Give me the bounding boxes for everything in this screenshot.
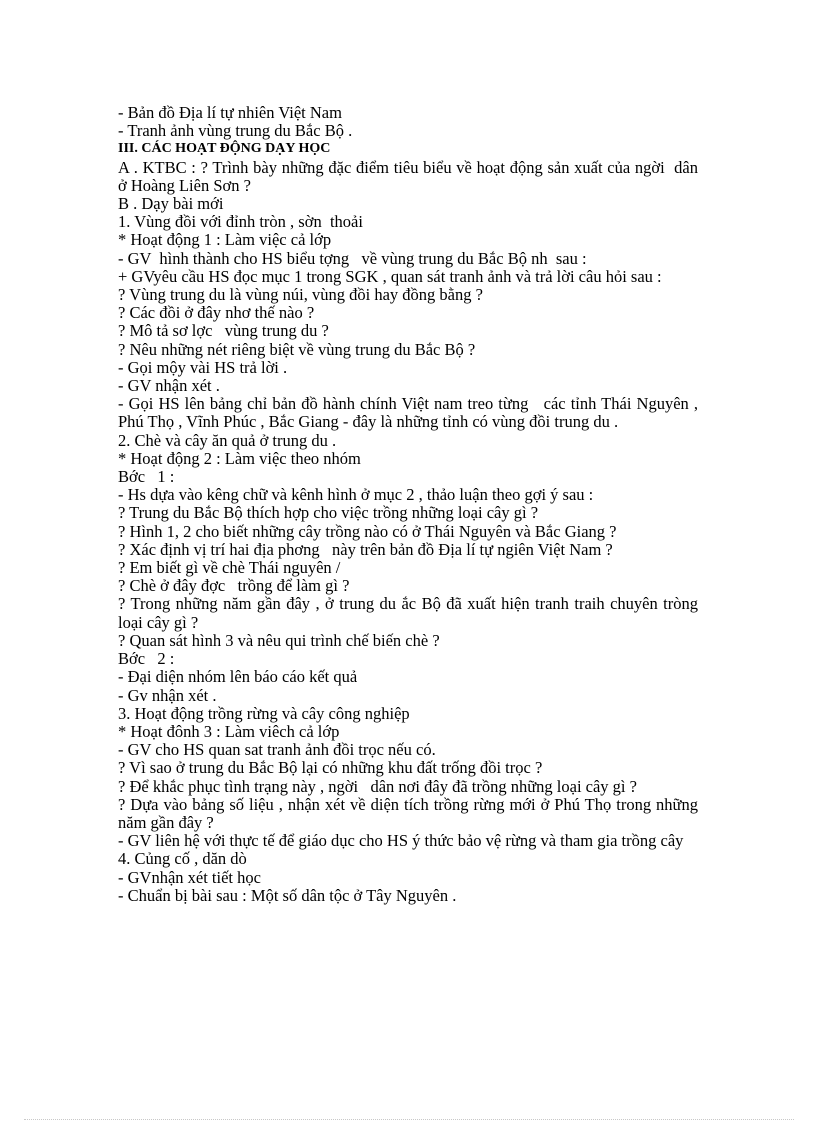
text-line: - GV cho HS quan sat tranh ảnh đồi trọc nếu có. bbox=[118, 740, 436, 760]
text-line: ? Dựa vào bảng số liệu , nhận xét về diện tích trồng rừng mới ở Phú Thọ trong những năm gần đây ? bbox=[118, 794, 703, 832]
text-line: A . KTBC : ? Trình bày những đặc điểm tiêu biểu về hoạt động sản xuất của ngời dân ở Hoàng Liên Sơn ? bbox=[118, 157, 703, 195]
text-line: ? Trung du Bắc Bộ thích hợp cho việc trồng những loại cây gì ? bbox=[118, 503, 539, 523]
text-line: ? Để khắc phục tình trạng này , ngời dân nơi đây đã trồng những loại cây gì ? bbox=[118, 776, 637, 796]
text-line: + GVyêu cầu HS đọc mục 1 trong SGK , quan sát tranh ảnh và trả lời câu hỏi sau : bbox=[118, 266, 662, 286]
text-line: 1. Vùng đồi với đỉnh tròn , sờn thoải bbox=[118, 212, 363, 232]
text-line: ? Xác định vị trí hai địa phơng này trên bản đồ Địa lí tự ngiên Việt Nam ? bbox=[118, 539, 613, 559]
text-line: ? Vì sao ở trung du Bắc Bộ lại có những khu đất trống đồi trọc ? bbox=[118, 758, 543, 778]
text-line: Bớc 2 : bbox=[118, 649, 175, 669]
text-line: - GVnhận xét tiết học bbox=[118, 867, 261, 887]
text-line: - Đại diện nhóm lên báo cáo kết quả bbox=[118, 667, 358, 687]
section-heading: III. CÁC HOẠT ĐỘNG DẠY HỌC bbox=[118, 141, 331, 157]
text-line: ? Mô tả sơ lợc vùng trung du ? bbox=[118, 321, 329, 341]
text-line: - GV liên hệ với thực tế để giáo dục cho HS ý thức bảo vệ rừng và tham gia trồng cây bbox=[118, 831, 684, 851]
text-line: * Hoạt động 1 : Làm việc cả lớp bbox=[118, 230, 332, 250]
text-line: - Bản đồ Địa lí tự nhiên Việt Nam bbox=[118, 103, 342, 122]
text-line: ? Chè ở đây đợc trồng để làm gì ? bbox=[118, 576, 350, 596]
text-line: - Gv nhận xét . bbox=[118, 685, 217, 705]
text-line: 4. Củng cố , dăn dò bbox=[118, 849, 247, 869]
page-bottom-divider bbox=[24, 1119, 794, 1120]
text-line: - Tranh ảnh vùng trung du Bắc Bộ . bbox=[118, 121, 353, 141]
lesson-plan-text bbox=[118, 103, 703, 905]
text-line: ? Hình 1, 2 cho biết những cây trồng nào có ở Thái Nguyên và Bắc Giang ? bbox=[118, 521, 617, 541]
text-line: 3. Hoạt động trồng rừng và cây công nghiệp bbox=[118, 703, 410, 723]
text-line: ? Quan sát hình 3 và nêu qui trình chế biến chè ? bbox=[118, 630, 440, 650]
text-line: Bớc 1 : bbox=[118, 467, 175, 487]
text-line: ? Trong những năm gần đây , ở trung du ắc Bộ đã xuất hiện tranh traih chuyên tròng loại cây gì ? bbox=[118, 594, 703, 632]
text-line: - GV hình thành cho HS biểu tợng về vùng trung du Bắc Bộ nh sau : bbox=[118, 248, 587, 268]
text-line: - GV nhận xét . bbox=[118, 376, 220, 396]
text-line: 2. Chè và cây ăn quả ở trung du . bbox=[118, 430, 337, 450]
text-line: * Hoạt đônh 3 : Làm viêch cả lớp bbox=[118, 721, 340, 741]
text-line: ? Nêu những nét riêng biệt về vùng trung du Bắc Bộ ? bbox=[118, 339, 476, 359]
text-line: B . Dạy bài mới bbox=[118, 194, 224, 214]
text-line: - Chuẩn bị bài sau : Một số dân tộc ở Tây Nguyên . bbox=[118, 885, 457, 905]
text-line: - Gọi HS lên bảng chỉ bản đồ hành chính Việt nam treo từng các tỉnh Thái Nguyên , Phú Thọ , Vĩnh Phúc , Bắc Giang - đây là những tỉnh có vùng đồi trung du . bbox=[118, 394, 703, 432]
text-line: * Hoạt động 2 : Làm việc theo nhóm bbox=[118, 448, 361, 468]
text-line: ? Em biết gì về chè Thái nguyên / bbox=[118, 558, 341, 578]
text-line: - Hs dựa vào kêng chữ và kênh hình ở mục 2 , thảo luận theo gợi ý sau : bbox=[118, 485, 594, 505]
text-line: - Gọi mộy vài HS trả lời . bbox=[118, 357, 288, 377]
text-line: ? Vùng trung du là vùng núi, vùng đồi hay đồng bằng ? bbox=[118, 285, 483, 305]
text-line: ? Các đồi ở đây nhơ thế nào ? bbox=[118, 303, 315, 323]
